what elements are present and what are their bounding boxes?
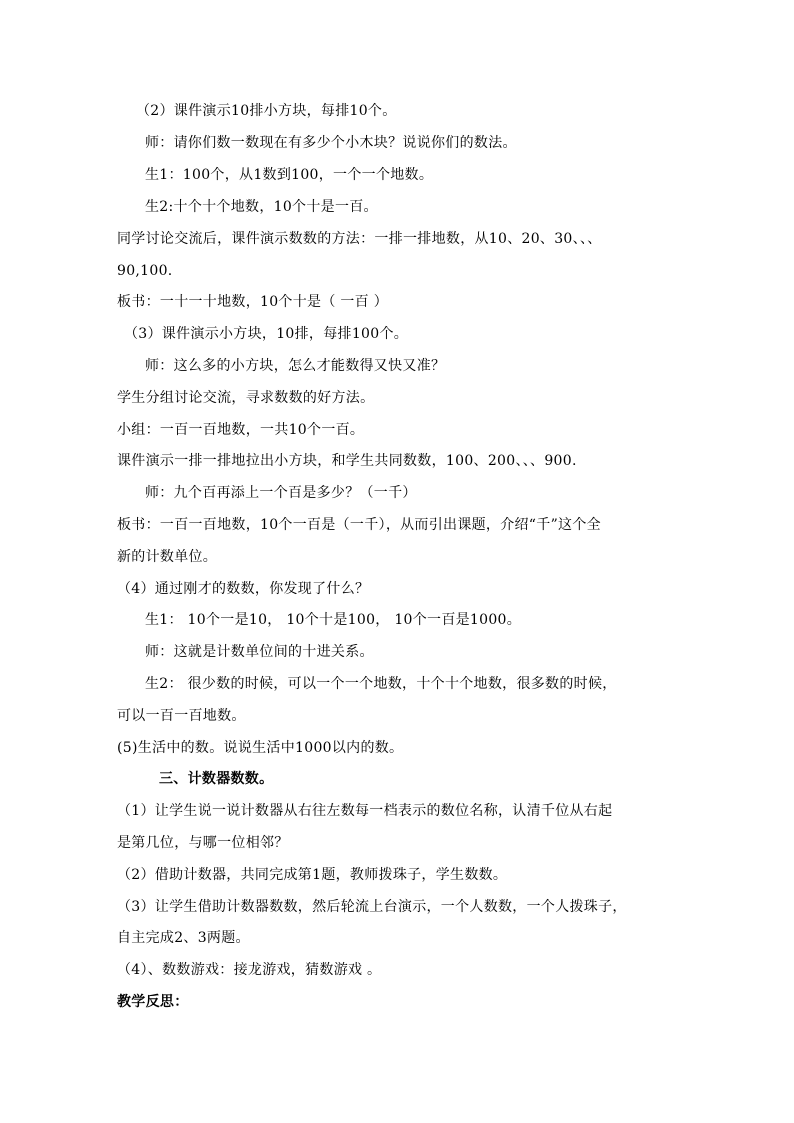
text-line: 可以一百一百地数。 (117, 708, 246, 724)
text-line: （3）让学生借助计数器数数，然后轮流上台演示，一个人数数，一个人拨珠子， (117, 899, 627, 915)
text-line: （2）课件演示10排小方块，每排10个。 (136, 103, 397, 119)
text-line: (5)生活中的数。说说生活中1000以内的数。 (117, 740, 404, 756)
text-line: 新的计数单位。 (117, 549, 218, 565)
text-line: 生1： 10个一是10， 10个十是100， 10个一百是1000。 (145, 612, 522, 628)
section-heading: 三、计数器数数。 (159, 771, 274, 787)
reflection-heading: 教学反思： (117, 994, 189, 1010)
text-line: 师：这么多的小方块，怎么才能数得又快又准？ (145, 358, 446, 374)
text-line: （4）通过刚才的数数，你发现了什么？ (117, 581, 370, 597)
text-line: 自主完成2、3两题。 (117, 930, 250, 946)
text-line: 是第几位，与哪一位相邻？ (117, 835, 289, 851)
text-line: 课件演示一排一排地拉出小方块，和学生共同数数，100、200、、、900. (117, 453, 577, 469)
text-line: 师：请你们数一数现在有多少个小木块？说说你们的数法。 (145, 135, 517, 151)
text-line: 小组：一百一百地数，一共10个一百。 (117, 422, 365, 438)
text-line: （3）课件演示小方块，10排，每排100个。 (124, 326, 409, 342)
text-line: （4）、数数游戏：接龙游戏，猜数游戏 。 (117, 962, 382, 978)
text-line: 师：这就是计数单位间的十进关系。 (145, 644, 374, 660)
text-line: 生2:十个十个地数，10个十是一百。 (145, 199, 378, 215)
text-line: （2）借助计数器，共同完成第1题，教师拨珠子，学生数数。 (117, 867, 508, 883)
text-line: （1）让学生说一说计数器从右往左数每一档表示的数位名称，认清千位从右起 (117, 803, 613, 819)
text-line: 生2： 很少数的时候，可以一个一个地数，十个十个地数，很多数的时候， (145, 676, 617, 692)
text-line: 师：九个百再添上一个百是多少？（一千） (145, 485, 417, 501)
text-line: 生1：100个，从1数到100，一个一个地数。 (145, 167, 434, 183)
text-line: 学生分组讨论交流，寻求数数的好方法。 (117, 390, 375, 406)
text-line: 板书：一十一十地数，10个十是（ 一百 ） (117, 294, 389, 310)
text-line: 同学讨论交流后，课件演示数数的方法：一排一排地数，从10、20、30、、、 (117, 231, 602, 247)
text-line: 板书：一百一百地数，10个一百是（一千），从而引出课题，介绍“千”这个全 (117, 517, 601, 533)
text-line: 90,100. (117, 263, 173, 279)
